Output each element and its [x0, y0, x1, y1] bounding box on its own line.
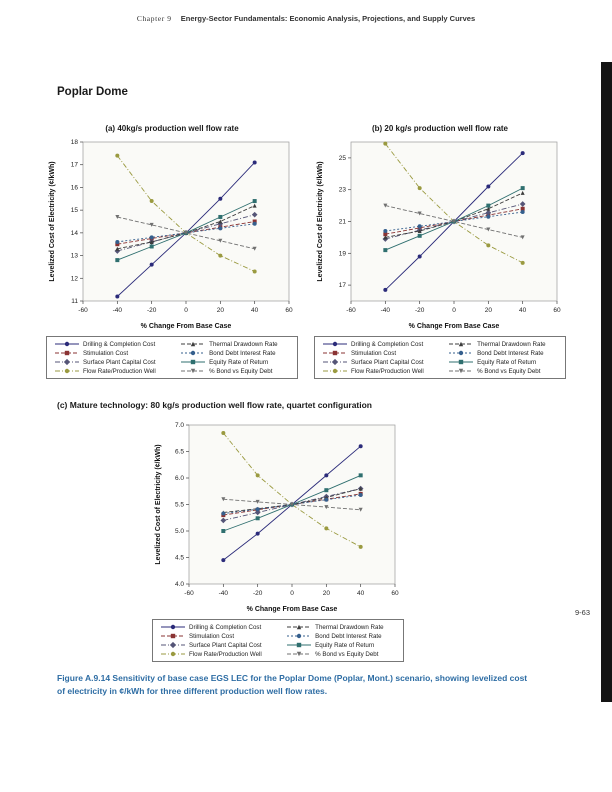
triangle-down-marker-icon [448, 367, 474, 375]
circle-marker-icon [54, 340, 80, 348]
x-axis-label: % Change From Base Case [246, 606, 338, 613]
legend-label: Stimulation Cost [83, 349, 129, 357]
legend-item [286, 623, 396, 631]
svg-text:-40: -40 [380, 307, 391, 314]
diamond-marker-icon [54, 358, 80, 366]
figure-caption: Figure A.9.14 Sensitivity of base case EGS LEC for the Poplar Dome (Poplar, Mont.) scenario, showing levelized cost of electricity in ¢/kWh for three different production well flow rates. [57, 673, 528, 696]
x-axis-label: % Change From Base Case [408, 323, 500, 330]
legend-label: Equity Rate of Return [315, 641, 375, 649]
triangle-up-marker-icon [448, 340, 474, 348]
square-marker-icon [322, 349, 348, 357]
svg-text:0: 0 [290, 590, 294, 597]
legend-item [180, 367, 290, 375]
circle-marker-icon [286, 632, 312, 640]
chart-block-c [152, 418, 404, 662]
svg-text:20: 20 [216, 307, 224, 314]
legend-item [448, 340, 558, 348]
section-title: Poplar Dome [57, 86, 128, 98]
x-axis-label: % Change From Base Case [140, 323, 232, 330]
chart-c-title: (c) Mature technology: 80 kg/s production well flow rate, quartet configuration [57, 400, 372, 410]
chart-b-plot [314, 135, 566, 331]
svg-text:60: 60 [391, 590, 399, 597]
legend-label: Surface Plant Capital Cost [351, 358, 424, 366]
chart-c-plot [152, 418, 404, 614]
chart-a-plot [46, 135, 298, 331]
square-marker-icon [180, 358, 206, 366]
circle-marker-icon [322, 367, 348, 375]
svg-text:-20: -20 [414, 307, 425, 314]
svg-text:-40: -40 [112, 307, 123, 314]
svg-text:40: 40 [251, 307, 259, 314]
legend-label: Thermal Drawdown Rate [315, 623, 384, 631]
y-axis-label: Levelized Cost of Electricity (¢/kWh) [317, 161, 324, 282]
legend-item [180, 358, 290, 366]
circle-marker-icon [448, 349, 474, 357]
circle-marker-icon [160, 650, 186, 658]
svg-text:20: 20 [322, 590, 330, 597]
legend-item [54, 367, 168, 375]
svg-text:23: 23 [338, 186, 346, 194]
svg-text:5.5: 5.5 [174, 501, 184, 509]
chart-b-title: (b) 20 kg/s production well flow rate [371, 124, 508, 133]
legend-item [54, 349, 168, 357]
legend-label: Equity Rate of Return [477, 358, 537, 366]
svg-text:5.0: 5.0 [174, 528, 184, 535]
chart-block-a [46, 124, 298, 379]
plot-area [83, 142, 289, 301]
svg-text:15: 15 [70, 207, 78, 215]
legend-label: Drilling & Completion Cost [351, 340, 424, 348]
y-axis-label: Levelized Cost of Electricity (¢/kWh) [49, 161, 56, 282]
legend-item [160, 632, 274, 640]
chapter-label: Chapter 9 [136, 14, 172, 23]
legend-label: Equity Rate of Return [209, 358, 269, 366]
svg-text:-20: -20 [252, 590, 263, 597]
legend-item [322, 340, 436, 348]
svg-text:60: 60 [553, 307, 561, 314]
page-number: 9-63 [574, 608, 590, 617]
svg-text:18: 18 [70, 139, 78, 146]
chart-b-legend [314, 336, 566, 379]
svg-text:17: 17 [338, 282, 346, 290]
chart-c-legend [152, 619, 404, 662]
svg-text:-20: -20 [146, 307, 157, 314]
svg-text:60: 60 [285, 307, 293, 314]
legend-item [54, 358, 168, 366]
legend-item [322, 349, 436, 357]
svg-text:13: 13 [70, 252, 78, 260]
svg-text:17: 17 [70, 161, 78, 169]
legend-label: Bond Debt Interest Rate [477, 349, 544, 357]
legend-label: Thermal Drawdown Rate [477, 340, 546, 348]
svg-text:0: 0 [184, 307, 188, 314]
triangle-up-marker-icon [180, 340, 206, 348]
legend-label: Flow Rate/Production Well [351, 367, 424, 375]
svg-text:6.0: 6.0 [174, 475, 184, 482]
chart-block-b [314, 124, 566, 379]
triangle-down-marker-icon [180, 367, 206, 375]
chapter-edge-tab [601, 62, 612, 702]
legend-item [180, 340, 290, 348]
legend-item [448, 367, 558, 375]
svg-text:16: 16 [70, 184, 78, 192]
svg-text:-60: -60 [346, 307, 356, 314]
legend-label: Surface Plant Capital Cost [189, 641, 262, 649]
svg-text:19: 19 [338, 250, 346, 258]
legend-label: % Bond vs Equity Debt [209, 367, 273, 375]
legend-label: Flow Rate/Production Well [83, 367, 156, 375]
triangle-down-marker-icon [286, 650, 312, 658]
svg-text:14: 14 [70, 229, 78, 237]
svg-text:4.0: 4.0 [174, 581, 184, 588]
svg-text:20: 20 [484, 307, 492, 314]
svg-text:4.5: 4.5 [174, 554, 184, 562]
square-marker-icon [160, 632, 186, 640]
svg-text:-60: -60 [184, 590, 194, 597]
legend-label: Stimulation Cost [351, 349, 397, 357]
svg-text:0: 0 [452, 307, 456, 314]
svg-text:12: 12 [70, 275, 78, 283]
legend-label: Bond Debt Interest Rate [315, 632, 382, 640]
chart-a-title: (a) 40kg/s production well flow rate [105, 124, 239, 133]
legend-label: Drilling & Completion Cost [189, 623, 262, 631]
legend-label: Surface Plant Capital Cost [83, 358, 156, 366]
circle-marker-icon [54, 367, 80, 375]
legend-item [180, 349, 290, 357]
legend-label: Bond Debt Interest Rate [209, 349, 276, 357]
legend-item [448, 358, 558, 366]
square-marker-icon [448, 358, 474, 366]
diamond-marker-icon [322, 358, 348, 366]
legend-item [286, 650, 396, 658]
legend-item [448, 349, 558, 357]
svg-text:11: 11 [71, 298, 78, 305]
legend-item [160, 623, 274, 631]
svg-text:7.0: 7.0 [174, 422, 184, 429]
legend-item [160, 641, 274, 649]
svg-text:40: 40 [357, 590, 365, 597]
legend-item [54, 340, 168, 348]
legend-item [286, 641, 396, 649]
legend-item [160, 650, 274, 658]
circle-marker-icon [180, 349, 206, 357]
legend-label: Stimulation Cost [189, 632, 235, 640]
legend-label: Flow Rate/Production Well [189, 650, 262, 658]
chart-a-legend [46, 336, 298, 379]
legend-label: % Bond vs Equity Debt [477, 367, 541, 375]
circle-marker-icon [322, 340, 348, 348]
diamond-marker-icon [160, 641, 186, 649]
legend-label: Thermal Drawdown Rate [209, 340, 278, 348]
svg-text:21: 21 [338, 218, 346, 226]
page-header [0, 14, 612, 23]
square-marker-icon [54, 349, 80, 357]
legend-label: Drilling & Completion Cost [83, 340, 156, 348]
svg-text:6.5: 6.5 [174, 448, 184, 456]
svg-text:-60: -60 [78, 307, 88, 314]
legend-item [322, 358, 436, 366]
legend-item [322, 367, 436, 375]
legend-label: % Bond vs Equity Debt [315, 650, 379, 658]
svg-text:25: 25 [338, 154, 346, 162]
square-marker-icon [286, 641, 312, 649]
header-title: Energy-Sector Fundamentals: Economic Analysis, Projections, and Supply Curves [180, 14, 476, 23]
svg-text:-40: -40 [218, 590, 229, 597]
triangle-up-marker-icon [286, 623, 312, 631]
circle-marker-icon [160, 623, 186, 631]
legend-item [286, 632, 396, 640]
svg-text:40: 40 [519, 307, 527, 314]
y-axis-label: Levelized Cost of Electricity (¢/kWh) [155, 444, 162, 565]
